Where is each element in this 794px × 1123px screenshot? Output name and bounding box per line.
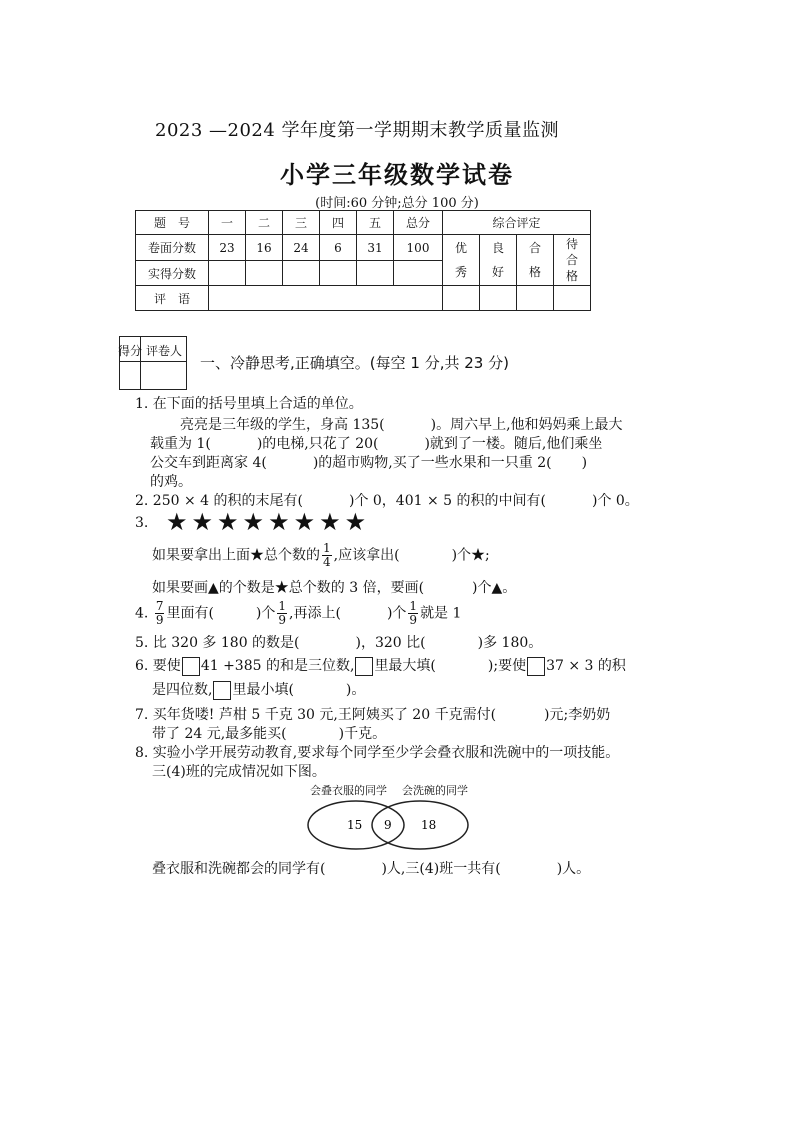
rating-cell[interactable]	[480, 286, 517, 311]
rating-cell[interactable]	[554, 286, 591, 311]
comment-cell[interactable]	[209, 286, 443, 311]
q8-question: 叠衣服和洗碗都会的同学有( )人,三(4)班一共有( )人。	[152, 861, 591, 877]
col-header: 三	[283, 211, 320, 235]
star-icon: ★	[217, 508, 240, 536]
row-label: 卷面分数	[136, 235, 209, 261]
row-label: 实得分数	[136, 261, 209, 286]
star-icon: ★	[293, 508, 317, 536]
q8-line2: 三(4)班的完成情况如下图。	[152, 764, 326, 780]
full-score-cell: 16	[246, 235, 283, 261]
col-header: 四	[320, 211, 357, 235]
q6-line2: 是四位数, 里最小填( )。	[152, 682, 366, 698]
fraction-one-ninth: $\frac{1}{9}$	[409, 599, 418, 627]
venn-left-value: 15	[347, 818, 363, 832]
star-icon: ★	[242, 508, 266, 536]
venn-left-label: 会叠衣服的同学	[310, 784, 387, 797]
q4-line: 4. $\frac{7}{9}$ 里面有( )个 $\frac{1}{9}$ ,再添上( )个 $\frac{1}{9}$ 就是 1	[135, 599, 462, 627]
rating-needs-improve: 待 合 格	[554, 235, 591, 286]
q7-line1: 7. 买年货喽! 芦柑 5 千克 30 元,王阿姨买了 20 千克需付( )元;李奶奶	[135, 707, 611, 723]
actual-score-cell[interactable]	[246, 261, 283, 286]
eval-header: 综合评定	[443, 211, 591, 235]
q1-stem: 1. 在下面的括号里填上合适的单位。	[135, 396, 363, 412]
star-icon: ★	[319, 508, 342, 536]
actual-score-cell[interactable]	[283, 261, 320, 286]
q1-line1: 亮亮是三年级的学生，身高 135( )。周六早上,他和妈妈乘上最大	[180, 417, 623, 433]
col-header: 总分	[394, 211, 443, 235]
q7-line2: 带了 24 元,最多能买( )千克。	[152, 726, 387, 742]
full-score-cell: 31	[357, 235, 394, 261]
actual-score-cell[interactable]	[320, 261, 357, 286]
full-score-cell: 100	[394, 235, 443, 261]
q1-line3: 公交车到距离家 4( )的超市购物,买了一些水果和一只重 2( )	[150, 455, 588, 471]
star-row	[166, 508, 370, 536]
q3-line2: 如果要画▲的个数是★总个数的 3 倍，要画( )个▲。	[152, 580, 517, 596]
actual-score-cell[interactable]	[357, 261, 394, 286]
rating-cell[interactable]	[443, 286, 480, 311]
q2-line: 2. 250 × 4 的积的末尾有( )个 0，401 × 5 的积的中间有( )个 0。	[135, 493, 639, 509]
full-score-cell: 24	[283, 235, 320, 261]
grader-box	[119, 336, 187, 390]
fraction-seven-ninths: $\frac{7}{9}$	[155, 599, 164, 627]
section-title: 一、冷静思考,正确填空。(每空 1 分,共 23 分)	[200, 354, 509, 372]
q6-line1: 6. 要使 41 +385 的和是三位数, 里最大填( );要使 37 × 3 的积	[135, 658, 626, 674]
rating-cell[interactable]	[517, 286, 554, 311]
digit-box[interactable]	[213, 681, 231, 700]
rating-pass: 合 格	[517, 235, 554, 286]
fraction-one-quarter: $\frac{1}{4}$	[323, 541, 331, 569]
q3-number: 3.	[135, 515, 149, 531]
star-icon: ★	[268, 508, 291, 536]
exam-time-score: (时间:60 分钟;总分 100 分)	[315, 196, 479, 211]
exam-period-title: 2023 —2024 学年度第一学期期末教学质量监测	[155, 120, 560, 141]
star-icon: ★	[191, 508, 215, 536]
exam-title: 小学三年级数学试卷	[280, 161, 514, 189]
venn-diagram	[300, 798, 476, 860]
venn-mid-value: 9	[384, 818, 392, 832]
full-score-cell: 23	[209, 235, 246, 261]
star-icon: ★	[166, 508, 189, 536]
col-header: 五	[357, 211, 394, 235]
star-icon: ★	[344, 508, 368, 536]
venn-right-label: 会洗碗的同学	[402, 784, 468, 797]
q5-line: 5. 比 320 多 180 的数是( )，320 比( )多 180。	[135, 635, 543, 651]
score-label: 得分	[118, 344, 143, 358]
col-header: 一	[209, 211, 246, 235]
rating-good: 良 好	[480, 235, 517, 286]
digit-box[interactable]	[355, 657, 373, 676]
digit-box[interactable]	[182, 657, 200, 676]
digit-box[interactable]	[527, 657, 545, 676]
full-score-cell: 6	[320, 235, 357, 261]
col-header-label: 题 号	[136, 211, 209, 235]
q1-line2: 载重为 1( )的电梯,只花了 20( )就到了一楼。随后,他们乘坐	[150, 436, 603, 452]
col-header: 二	[246, 211, 283, 235]
row-label: 评 语	[136, 286, 209, 311]
fraction-one-ninth: $\frac{1}{9}$	[278, 599, 287, 627]
rating-excellent: 优 秀	[443, 235, 480, 286]
q1-line4: 的鸡。	[150, 474, 192, 490]
q3-line1: 如果要拿出上面★总个数的 $\frac{1}{4}$ ,应该拿出( )个★;	[152, 541, 490, 569]
venn-right-value: 18	[421, 818, 437, 832]
q8-line1: 8. 实验小学开展劳动教育,要求每个同学至少学会叠衣服和洗碗中的一项技能。	[135, 745, 620, 761]
actual-score-cell[interactable]	[209, 261, 246, 286]
grader-label: 评卷人	[146, 344, 183, 358]
actual-score-cell[interactable]	[394, 261, 443, 286]
score-table	[135, 210, 591, 311]
